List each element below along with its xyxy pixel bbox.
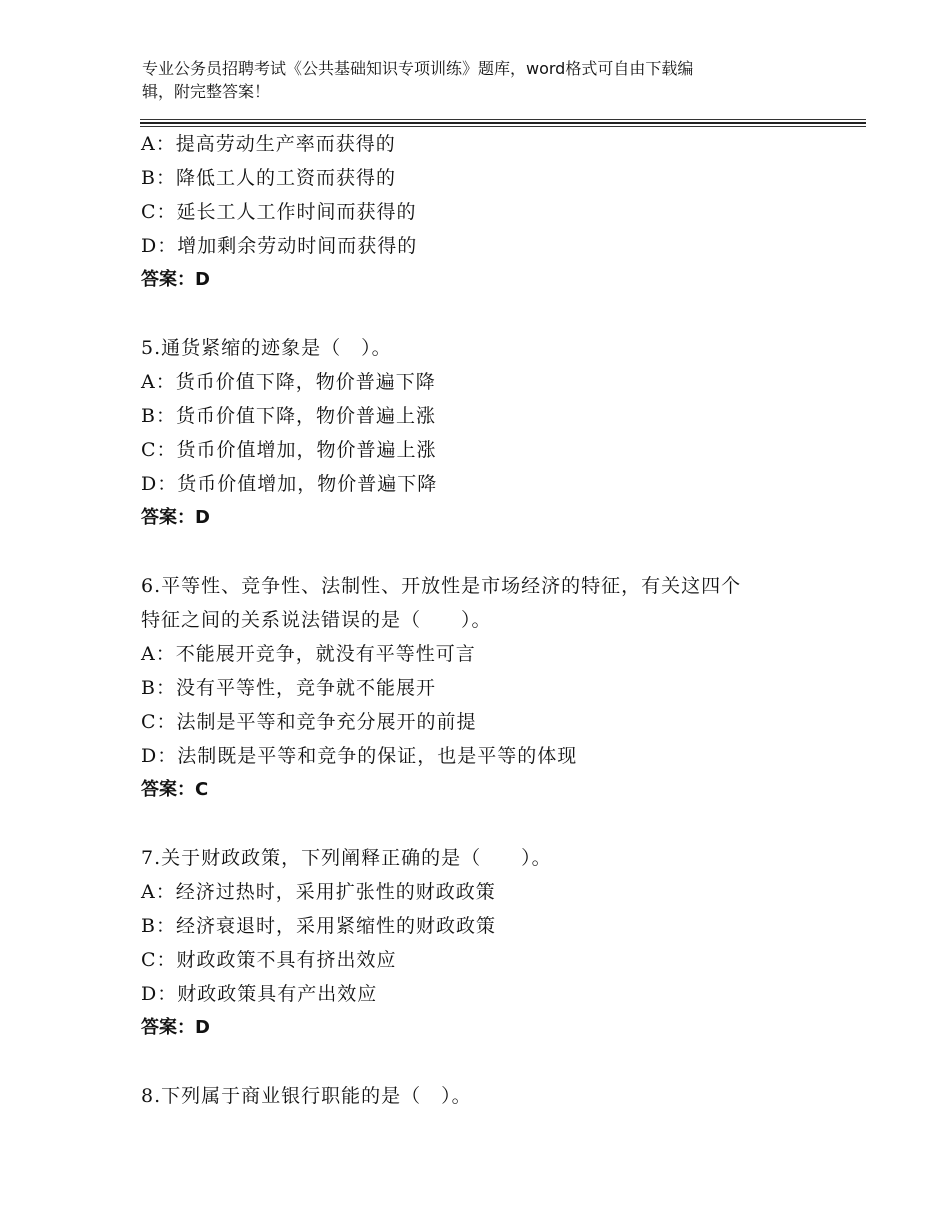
answer-label: 答案：D (141, 507, 210, 528)
option-d: D：法制既是平等和竞争的保证，也是平等的体现 (141, 745, 578, 767)
option-d: D：财政政策具有产出效应 (141, 983, 378, 1005)
spacer (141, 535, 821, 569)
question-list (141, 127, 821, 1113)
option-a: A：不能展开竞争，就没有平等性可言 (141, 643, 476, 665)
answer-label: 答案：D (141, 1017, 210, 1038)
answer-label: 答案：D (141, 269, 210, 290)
spacer (141, 807, 821, 841)
question-6 (141, 569, 821, 807)
question-4 (141, 127, 821, 297)
option-a: A：提高劳动生产率而获得的 (141, 133, 396, 155)
option-c: C：财政政策不具有挤出效应 (141, 949, 397, 971)
option-d: D：货币价值增加，物价普遍下降 (141, 473, 438, 495)
question-stem: 7.关于财政政策，下列阐释正确的是（ ）。 (141, 847, 552, 869)
answer-label: 答案：C (141, 779, 209, 800)
option-b: B：降低工人的工资而获得的 (141, 167, 396, 189)
question-stem: 8.下列属于商业银行职能的是（ ）。 (141, 1085, 472, 1107)
option-a: A：货币价值下降，物价普遍下降 (141, 371, 436, 393)
header-text-line-2: 辑，附完整答案！ (142, 82, 271, 101)
question-stem-line-1: 6.平等性、竞争性、法制性、开放性是市场经济的特征，有关这四个 (141, 575, 742, 597)
page-header (142, 57, 802, 103)
spacer (141, 297, 821, 331)
question-7 (141, 841, 821, 1045)
option-d: D：增加剩余劳动时间而获得的 (141, 235, 418, 257)
option-a: A：经济过热时，采用扩张性的财政政策 (141, 881, 496, 903)
option-b: B：经济衰退时，采用紧缩性的财政政策 (141, 915, 496, 937)
question-stem: 5.通货紧缩的迹象是（ ）。 (141, 337, 392, 359)
header-divider-middle (140, 122, 866, 124)
question-8 (141, 1079, 821, 1113)
option-b: B：货币价值下降，物价普遍上涨 (141, 405, 436, 427)
option-b: B：没有平等性，竞争就不能展开 (141, 677, 436, 699)
option-c: C：法制是平等和竞争充分展开的前提 (141, 711, 477, 733)
option-c: C：延长工人工作时间而获得的 (141, 201, 417, 223)
spacer (141, 1045, 821, 1079)
question-5 (141, 331, 821, 535)
option-c: C：货币价值增加，物价普遍上涨 (141, 439, 437, 461)
header-divider-top (140, 119, 866, 120)
header-text-line-1: 专业公务员招聘考试《公共基础知识专项训练》题库，word格式可自由下载编 (142, 59, 694, 78)
question-stem-line-2: 特征之间的关系说法错误的是（ ）。 (141, 609, 492, 631)
